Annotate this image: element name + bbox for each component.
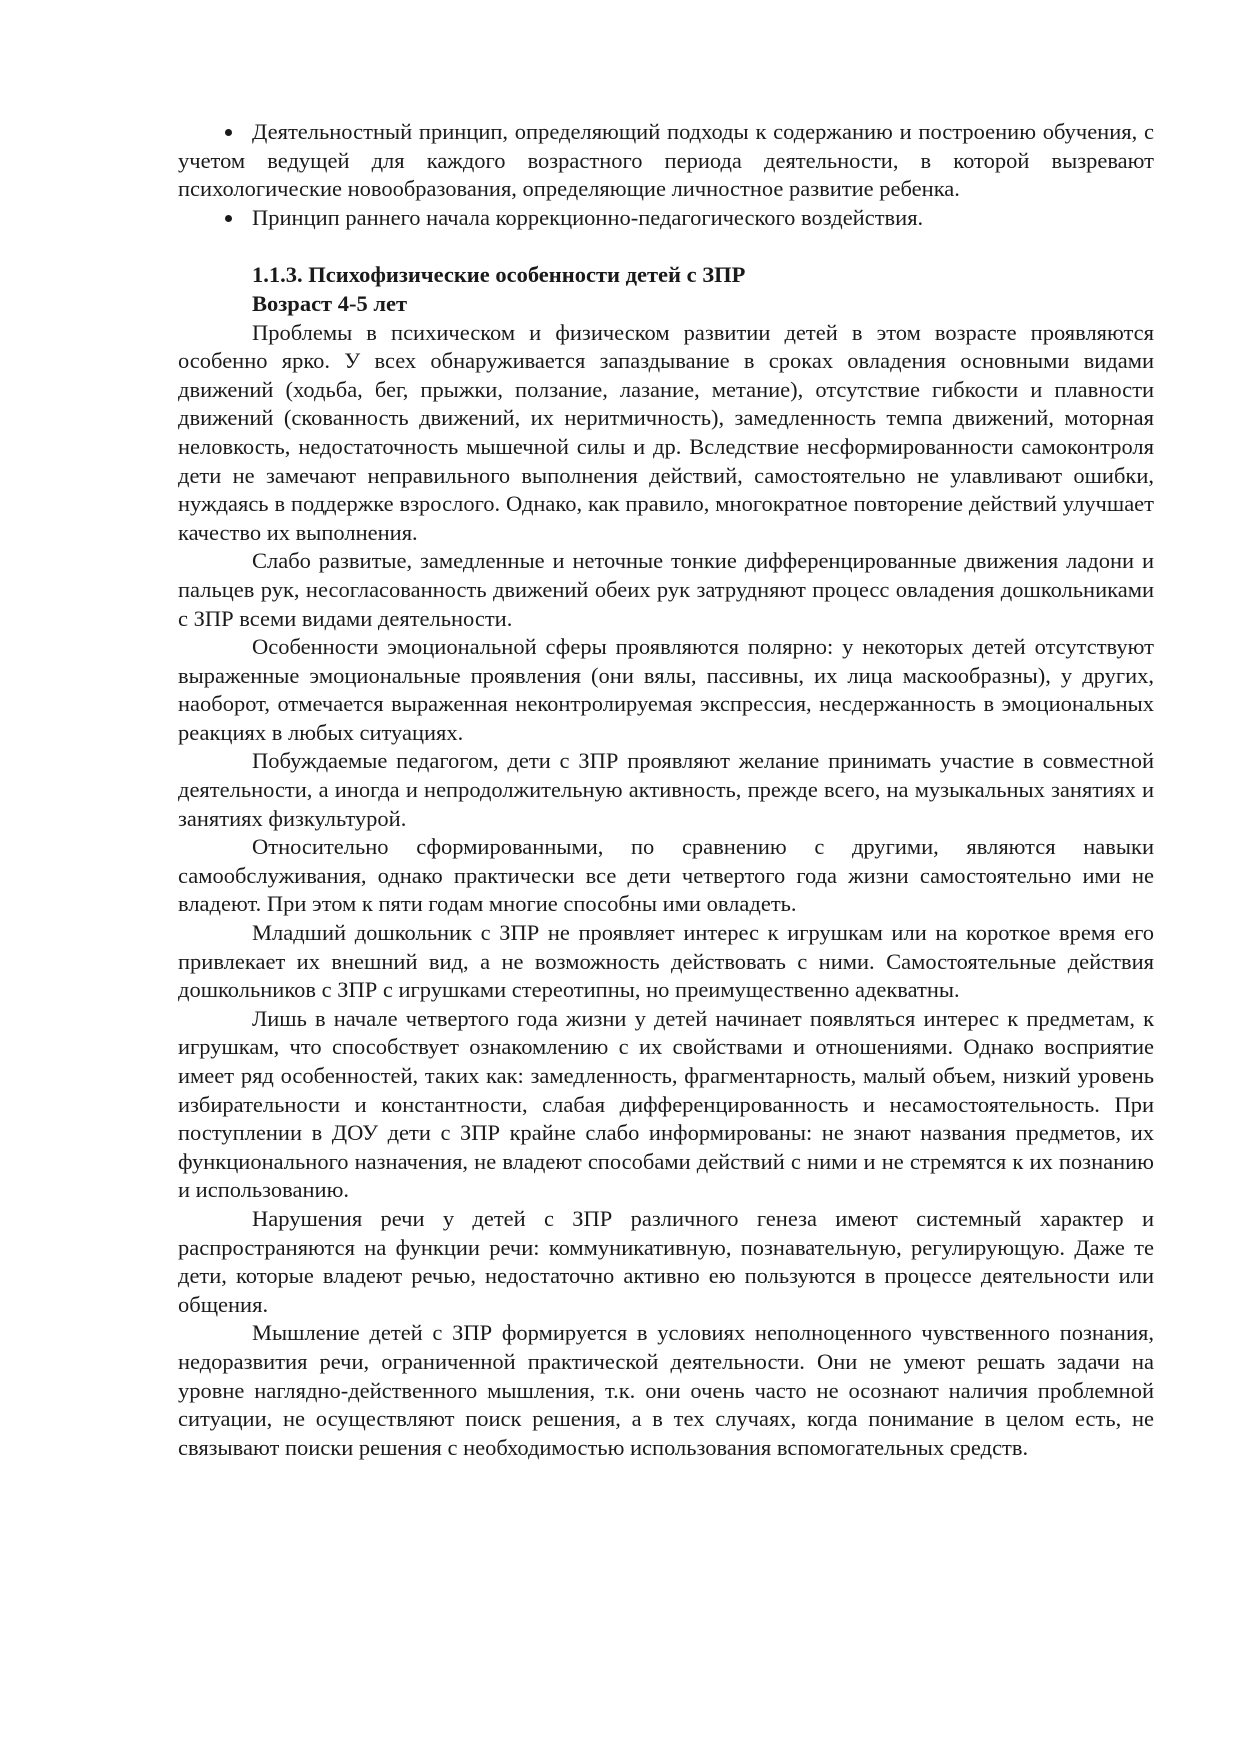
section-subheading: Возраст 4-5 лет <box>252 290 408 316</box>
paragraph: Мышление детей с ЗПР формируется в условиях неполноценного чувственного познания, недоразвития речи, ограниченной практической деятельности. Они не умеют решать задачи на уровне наглядно-действенного мышления, т.к. они очень часто не осознают наличия проблемной ситуации, не осуществляют поиск решения, а в тех случаях, когда понимание в целом есть, не связывают поиски решения с необходимостью использования вспомогательных средств. <box>178 1320 1154 1460</box>
document-page <box>178 118 1154 1462</box>
paragraph: Побуждаемые педагогом, дети с ЗПР проявляют желание принимать участие в совместной деятельности, а иногда и непродолжительную активность, прежде всего, на музыкальных занятиях и занятиях физкультурой. <box>178 748 1154 831</box>
section-heading: 1.1.3. Психофизические особенности детей с ЗПР <box>252 262 746 288</box>
list-item <box>178 204 1154 233</box>
paragraph: Особенности эмоциональной сферы проявляются полярно: у некоторых детей отсутствуют выраженные эмоциональные проявления (они вялы, пассивны, их лица маскообразны), у других, наоборот, отмечается выраженная неконтролируемая экспрессия, несдержанность в эмоциональных реакциях в любых ситуациях. <box>178 634 1154 745</box>
paragraph: Младший дошкольник с ЗПР не проявляет интерес к игрушкам или на короткое время его привлекает их внешний вид, а не возможность действовать с ними. Самостоятельные действия дошкольников с ЗПР с игрушками стереотипны, но преимущественно адекватны. <box>178 920 1154 1003</box>
list-item <box>178 118 1154 204</box>
paragraph: Проблемы в психическом и физическом развитии детей в этом возрасте проявляются особенно ярко. У всех обнаруживается запаздывание в сроках овладения основными видами движений (ходьба, бег, прыжки, ползание, лазание, метание), отсутствие гибкости и плавности движений (скованность движений, их неритмичность), замедленность темпа движений, моторная неловкость, недостаточность мышечной силы и др. Вследствие несформированности самоконтроля дети не замечают неправильного выполнения действий, самостоятельно не улавливают ошибки, нуждаясь в поддержке взрослого. Однако, как правило, многократное повторение действий улучшает качество их выполнения. <box>178 319 1154 545</box>
paragraph: Лишь в начале четвертого года жизни у детей начинает появляться интерес к предметам, к игрушкам, что способствует ознакомлению с их свойствами и отношениями. Однако восприятие имеет ряд особенностей, таких как: замедленность, фрагментарность, малый объем, низкий уровень избирательности и константности, слабая дифференцированность и несамостоятельность. При поступлении в ДОУ дети с ЗПР крайне слабо информированы: не знают названия предметов, их функционального назначения, не владеют способами действий с ними и не стремятся к их познанию и использованию. <box>178 1005 1154 1203</box>
list-item-text: Принцип раннего начала коррекционно-педагогического воздействия. <box>252 204 924 230</box>
paragraph: Слабо развитые, замедленные и неточные тонкие дифференцированные движения ладони и пальцев рук, несогласованность движений обеих рук затрудняют процесс овладения дошкольниками с ЗПР всеми видами деятельности. <box>178 548 1154 631</box>
paragraph: Нарушения речи у детей с ЗПР различного генеза имеют системный характер и распространяются на функции речи: коммуникативную, познавательную, регулирующую. Даже те дети, которые владеют речью, недостаточно активно ею пользуются в процессе деятельности или общения. <box>178 1205 1154 1317</box>
bullet-icon <box>225 129 232 136</box>
bullet-icon <box>225 215 232 222</box>
principles-list <box>178 118 1154 232</box>
paragraph: Относительно сформированными, по сравнению с другими, являются навыки самообслуживания, однако практически все дети четвертого года жизни самостоятельно ими не владеют. При этом к пяти годам многие способны ими овладеть. <box>178 834 1154 917</box>
list-item-text: Деятельностный принцип, определяющий подходы к содержанию и построению обучения, с учетом ведущей для каждого возрастного периода деятельности, в которой вызревают психологические новообразования, определяющие личностное развитие ребенка. <box>178 119 1154 202</box>
